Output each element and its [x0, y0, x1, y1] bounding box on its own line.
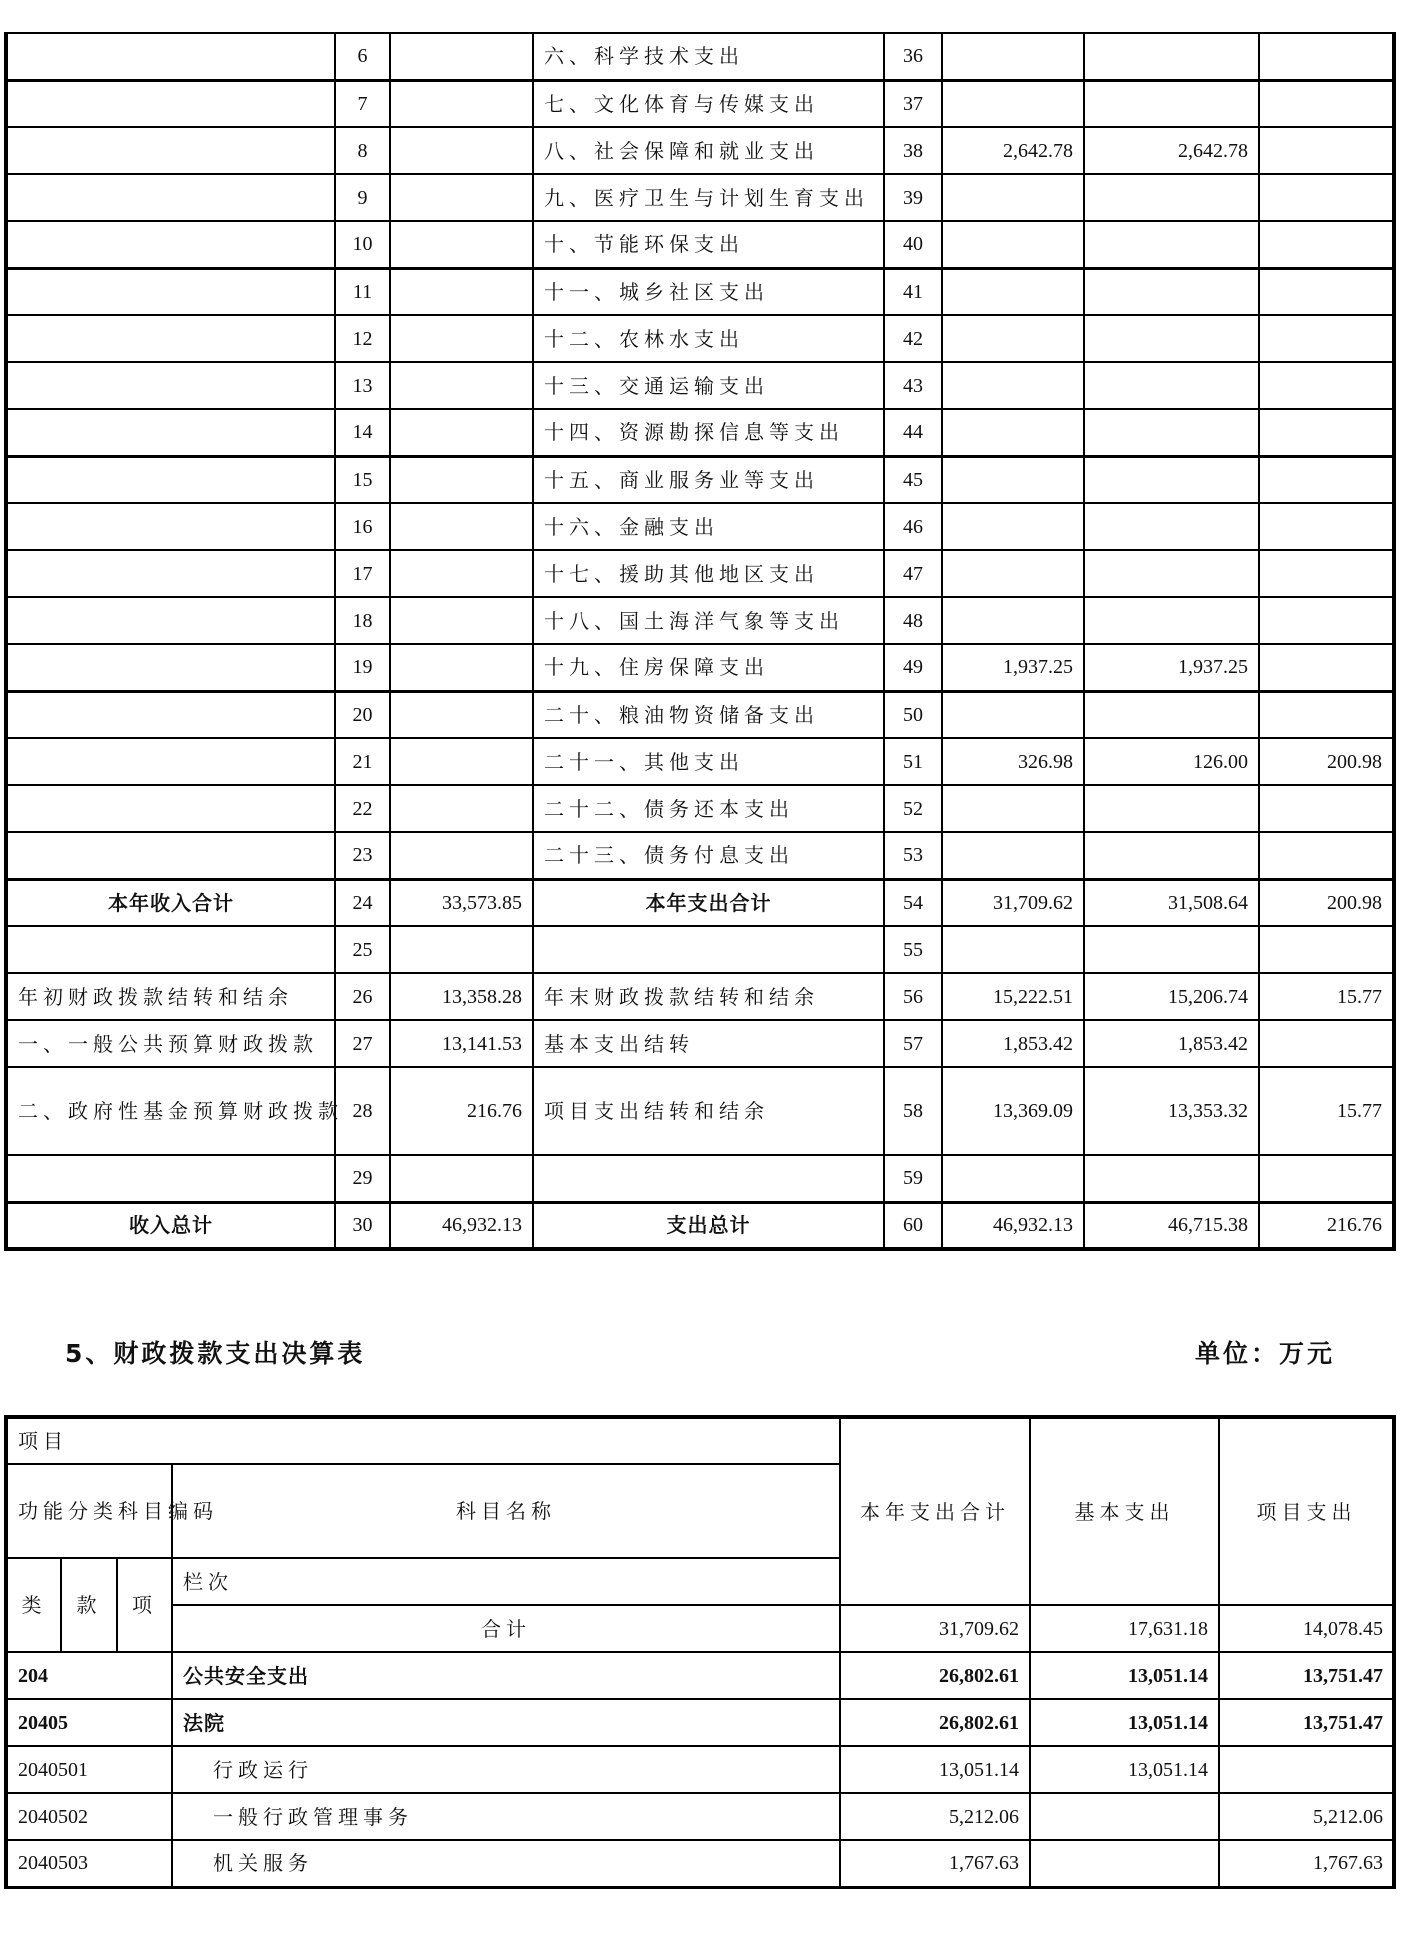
left-line-no: 8	[335, 127, 390, 174]
right-line-no: 49	[884, 644, 942, 691]
left-line-no: 22	[335, 785, 390, 832]
sum-project: 14,078.45	[1219, 1605, 1394, 1652]
left-label	[6, 33, 335, 80]
project-value	[1259, 1155, 1394, 1202]
total-cell: 5,212.06	[840, 1793, 1030, 1840]
left-label	[6, 597, 335, 644]
left-label	[6, 315, 335, 362]
right-label: 九、医疗卫生与计划生育支出	[533, 174, 884, 221]
right-label: 十八、国土海洋气象等支出	[533, 597, 884, 644]
blank-row	[6, 1155, 1394, 1202]
basic-value	[1084, 832, 1259, 879]
sum-total: 31,709.62	[840, 1605, 1030, 1652]
left-value: 46,932.13	[390, 1202, 533, 1249]
header-sec: 款	[61, 1558, 117, 1652]
project-value	[1259, 503, 1394, 550]
project-value	[1259, 33, 1394, 80]
project-value: 15.77	[1259, 973, 1394, 1020]
total-value: 1,853.42	[942, 1020, 1084, 1067]
basic-value	[1084, 550, 1259, 597]
right-label: 支出总计	[533, 1202, 884, 1249]
total-value: 15,222.51	[942, 973, 1084, 1020]
basic-value: 15,206.74	[1084, 973, 1259, 1020]
header-project: 项目支出	[1219, 1417, 1394, 1605]
basic-value	[1084, 221, 1259, 268]
left-label: 一、一般公共预算财政拨款	[6, 1020, 335, 1067]
left-label	[6, 550, 335, 597]
right-line-no: 47	[884, 550, 942, 597]
right-label: 十三、交通运输支出	[533, 362, 884, 409]
right-line-no: 55	[884, 926, 942, 973]
project-value	[1259, 926, 1394, 973]
total-value	[942, 80, 1084, 127]
right-line-no: 45	[884, 456, 942, 503]
right-label	[533, 926, 884, 973]
left-value: 13,358.28	[390, 973, 533, 1020]
project-value	[1259, 221, 1394, 268]
total-value	[942, 926, 1084, 973]
left-line-no: 14	[335, 409, 390, 456]
project-cell: 13,751.47	[1219, 1652, 1394, 1699]
left-label	[6, 738, 335, 785]
left-value	[390, 832, 533, 879]
total-value	[942, 832, 1084, 879]
total-value	[942, 503, 1084, 550]
left-value	[390, 456, 533, 503]
left-line-no: 21	[335, 738, 390, 785]
total-value	[942, 221, 1084, 268]
left-line-no: 28	[335, 1067, 390, 1155]
left-label	[6, 174, 335, 221]
right-line-no: 54	[884, 879, 942, 926]
project-value	[1259, 80, 1394, 127]
right-label: 项目支出结转和结余	[533, 1067, 884, 1155]
project-value	[1259, 785, 1394, 832]
basic-cell: 13,051.14	[1030, 1652, 1219, 1699]
basic-value	[1084, 33, 1259, 80]
table-row	[6, 738, 1394, 785]
total-value: 31,709.62	[942, 879, 1084, 926]
table-row	[6, 315, 1394, 362]
left-label: 年初财政拨款结转和结余	[6, 973, 335, 1020]
total-value	[942, 691, 1084, 738]
total-cell: 26,802.61	[840, 1699, 1030, 1746]
basic-value	[1084, 409, 1259, 456]
table-row	[6, 503, 1394, 550]
right-line-no: 48	[884, 597, 942, 644]
left-label	[6, 832, 335, 879]
carry-row	[6, 1067, 1394, 1155]
right-line-no: 53	[884, 832, 942, 879]
left-line-no: 15	[335, 456, 390, 503]
total-value	[942, 362, 1084, 409]
basic-cell	[1030, 1840, 1219, 1887]
right-line-no: 42	[884, 315, 942, 362]
left-value	[390, 174, 533, 221]
left-line-no: 7	[335, 80, 390, 127]
right-label: 十九、住房保障支出	[533, 644, 884, 691]
total-value	[942, 597, 1084, 644]
basic-value	[1084, 315, 1259, 362]
total-value: 326.98	[942, 738, 1084, 785]
left-value	[390, 597, 533, 644]
right-label: 二十一、其他支出	[533, 738, 884, 785]
table-row	[6, 80, 1394, 127]
name-cell: 法院	[172, 1699, 840, 1746]
table-row	[6, 597, 1394, 644]
basic-value	[1084, 268, 1259, 315]
left-value: 33,573.85	[390, 879, 533, 926]
name-cell: 一般行政管理事务	[172, 1793, 840, 1840]
right-label: 十六、金融支出	[533, 503, 884, 550]
table-row	[6, 33, 1394, 80]
right-line-no: 56	[884, 973, 942, 1020]
header-basic: 基本支出	[1030, 1417, 1219, 1605]
left-value	[390, 409, 533, 456]
right-label: 二十三、债务付息支出	[533, 832, 884, 879]
right-line-no: 38	[884, 127, 942, 174]
right-label: 七、文化体育与传媒支出	[533, 80, 884, 127]
right-line-no: 59	[884, 1155, 942, 1202]
name-cell: 行政运行	[172, 1746, 840, 1793]
basic-value	[1084, 174, 1259, 221]
right-label: 二十、粮油物资储备支出	[533, 691, 884, 738]
right-line-no: 44	[884, 409, 942, 456]
project-cell	[1219, 1746, 1394, 1793]
basic-cell	[1030, 1793, 1219, 1840]
basic-value	[1084, 362, 1259, 409]
project-value	[1259, 691, 1394, 738]
left-line-no: 24	[335, 879, 390, 926]
table-row	[6, 550, 1394, 597]
project-value	[1259, 409, 1394, 456]
project-cell: 13,751.47	[1219, 1699, 1394, 1746]
project-value	[1259, 832, 1394, 879]
header-name: 科目名称	[172, 1464, 840, 1558]
left-value: 13,141.53	[390, 1020, 533, 1067]
left-value	[390, 221, 533, 268]
table-row	[6, 1840, 1394, 1887]
left-line-no: 16	[335, 503, 390, 550]
table-row	[6, 1793, 1394, 1840]
total-value	[942, 1155, 1084, 1202]
left-label	[6, 456, 335, 503]
table-row	[6, 1746, 1394, 1793]
blank-row	[6, 926, 1394, 973]
right-line-no: 43	[884, 362, 942, 409]
total-value	[942, 456, 1084, 503]
right-line-no: 37	[884, 80, 942, 127]
name-cell: 公共安全支出	[172, 1652, 840, 1699]
right-line-no: 58	[884, 1067, 942, 1155]
basic-value: 13,353.32	[1084, 1067, 1259, 1155]
left-label	[6, 926, 335, 973]
header-item: 项目	[6, 1417, 840, 1464]
total-value	[942, 33, 1084, 80]
table-row	[6, 174, 1394, 221]
left-label	[6, 503, 335, 550]
project-value	[1259, 362, 1394, 409]
left-value	[390, 362, 533, 409]
table-row	[6, 409, 1394, 456]
total-value: 13,369.09	[942, 1067, 1084, 1155]
name-cell: 机关服务	[172, 1840, 840, 1887]
code-cell: 20405	[6, 1699, 172, 1746]
right-label: 十二、农林水支出	[533, 315, 884, 362]
total-value	[942, 550, 1084, 597]
right-label: 十四、资源勘探信息等支出	[533, 409, 884, 456]
left-value	[390, 926, 533, 973]
table-row	[6, 832, 1394, 879]
project-value: 200.98	[1259, 738, 1394, 785]
project-value	[1259, 644, 1394, 691]
code-cell: 2040502	[6, 1793, 172, 1840]
right-label: 十一、城乡社区支出	[533, 268, 884, 315]
fiscal-appropriation-expenditure-table	[4, 1415, 1396, 1889]
table-row	[6, 221, 1394, 268]
left-line-no: 19	[335, 644, 390, 691]
right-label: 十五、商业服务业等支出	[533, 456, 884, 503]
basic-value	[1084, 785, 1259, 832]
table-row	[6, 785, 1394, 832]
left-label	[6, 644, 335, 691]
basic-value: 46,715.38	[1084, 1202, 1259, 1249]
project-cell: 1,767.63	[1219, 1840, 1394, 1887]
left-value	[390, 127, 533, 174]
left-line-no: 25	[335, 926, 390, 973]
left-line-no: 26	[335, 973, 390, 1020]
right-line-no: 57	[884, 1020, 942, 1067]
table-row	[6, 127, 1394, 174]
right-label: 基本支出结转	[533, 1020, 884, 1067]
table-row	[6, 644, 1394, 691]
income-expenditure-table	[4, 32, 1396, 1251]
basic-value	[1084, 691, 1259, 738]
sum-basic: 17,631.18	[1030, 1605, 1219, 1652]
project-value	[1259, 550, 1394, 597]
basic-cell: 13,051.14	[1030, 1699, 1219, 1746]
left-label	[6, 221, 335, 268]
right-line-no: 52	[884, 785, 942, 832]
right-line-no: 36	[884, 33, 942, 80]
left-label	[6, 127, 335, 174]
project-value	[1259, 315, 1394, 362]
project-value: 15.77	[1259, 1067, 1394, 1155]
carry-row	[6, 1020, 1394, 1067]
left-line-no: 20	[335, 691, 390, 738]
grand-total-row	[6, 1202, 1394, 1249]
left-line-no: 13	[335, 362, 390, 409]
right-label: 十、节能环保支出	[533, 221, 884, 268]
left-label	[6, 268, 335, 315]
left-value: 216.76	[390, 1067, 533, 1155]
table-row	[6, 1652, 1394, 1699]
right-line-no: 50	[884, 691, 942, 738]
basic-value	[1084, 80, 1259, 127]
left-line-no: 18	[335, 597, 390, 644]
project-value	[1259, 127, 1394, 174]
left-line-no: 27	[335, 1020, 390, 1067]
table-row	[6, 1699, 1394, 1746]
right-label: 十七、援助其他地区支出	[533, 550, 884, 597]
project-value	[1259, 268, 1394, 315]
right-label	[533, 1155, 884, 1202]
project-cell: 5,212.06	[1219, 1793, 1394, 1840]
table-row	[6, 691, 1394, 738]
left-label: 二、政府性基金预算财政拨款	[6, 1067, 335, 1155]
header-cat: 类	[6, 1558, 61, 1652]
left-value	[390, 691, 533, 738]
basic-value: 2,642.78	[1084, 127, 1259, 174]
left-label	[6, 409, 335, 456]
basic-value: 1,853.42	[1084, 1020, 1259, 1067]
total-cell: 1,767.63	[840, 1840, 1030, 1887]
year-total-row	[6, 879, 1394, 926]
left-line-no: 30	[335, 1202, 390, 1249]
right-line-no: 39	[884, 174, 942, 221]
project-value: 200.98	[1259, 879, 1394, 926]
table-row	[6, 456, 1394, 503]
table-row	[6, 268, 1394, 315]
right-line-no: 60	[884, 1202, 942, 1249]
left-value	[390, 550, 533, 597]
left-line-no: 17	[335, 550, 390, 597]
left-line-no: 10	[335, 221, 390, 268]
code-cell: 2040501	[6, 1746, 172, 1793]
total-cell: 13,051.14	[840, 1746, 1030, 1793]
left-value	[390, 315, 533, 362]
code-cell: 204	[6, 1652, 172, 1699]
right-label: 本年支出合计	[533, 879, 884, 926]
project-value	[1259, 1020, 1394, 1067]
left-value	[390, 644, 533, 691]
right-line-no: 51	[884, 738, 942, 785]
project-value: 216.76	[1259, 1202, 1394, 1249]
left-value	[390, 738, 533, 785]
carry-row	[6, 973, 1394, 1020]
left-value	[390, 268, 533, 315]
left-label	[6, 785, 335, 832]
code-cell: 2040503	[6, 1840, 172, 1887]
header-total: 本年支出合计	[840, 1417, 1030, 1605]
project-value	[1259, 174, 1394, 221]
sum-label: 合计	[172, 1605, 840, 1652]
project-value	[1259, 456, 1394, 503]
section-title: 5、财政拨款支出决算表	[65, 1339, 366, 1368]
left-label	[6, 1155, 335, 1202]
basic-value	[1084, 456, 1259, 503]
total-value	[942, 315, 1084, 362]
left-label	[6, 80, 335, 127]
left-line-no: 6	[335, 33, 390, 80]
basic-value	[1084, 597, 1259, 644]
basic-value: 31,508.64	[1084, 879, 1259, 926]
right-line-no: 41	[884, 268, 942, 315]
basic-cell: 13,051.14	[1030, 1746, 1219, 1793]
total-value	[942, 785, 1084, 832]
total-cell: 26,802.61	[840, 1652, 1030, 1699]
project-value	[1259, 597, 1394, 644]
left-label: 本年收入合计	[6, 879, 335, 926]
basic-value: 126.00	[1084, 738, 1259, 785]
total-value: 46,932.13	[942, 1202, 1084, 1249]
unit-label: 单位：万元	[1195, 1339, 1336, 1368]
left-line-no: 23	[335, 832, 390, 879]
table-row	[6, 362, 1394, 409]
basic-value	[1084, 926, 1259, 973]
left-label	[6, 691, 335, 738]
basic-value	[1084, 1155, 1259, 1202]
left-label: 收入总计	[6, 1202, 335, 1249]
left-line-no: 29	[335, 1155, 390, 1202]
header-sub: 项	[117, 1558, 172, 1652]
left-value	[390, 785, 533, 832]
left-value	[390, 80, 533, 127]
total-value: 2,642.78	[942, 127, 1084, 174]
right-line-no: 40	[884, 221, 942, 268]
right-label: 年末财政拨款结转和结余	[533, 973, 884, 1020]
left-value	[390, 503, 533, 550]
total-value	[942, 174, 1084, 221]
left-line-no: 12	[335, 315, 390, 362]
total-value	[942, 268, 1084, 315]
left-value	[390, 33, 533, 80]
left-line-no: 9	[335, 174, 390, 221]
column-no-label: 栏次	[172, 1558, 840, 1605]
left-value	[390, 1155, 533, 1202]
total-value	[942, 409, 1084, 456]
basic-value	[1084, 503, 1259, 550]
right-label: 二十二、债务还本支出	[533, 785, 884, 832]
right-label: 六、科学技术支出	[533, 33, 884, 80]
header-code: 功能分类科目编码	[6, 1464, 172, 1558]
left-line-no: 11	[335, 268, 390, 315]
right-line-no: 46	[884, 503, 942, 550]
left-label	[6, 362, 335, 409]
basic-value: 1,937.25	[1084, 644, 1259, 691]
total-value: 1,937.25	[942, 644, 1084, 691]
right-label: 八、社会保障和就业支出	[533, 127, 884, 174]
